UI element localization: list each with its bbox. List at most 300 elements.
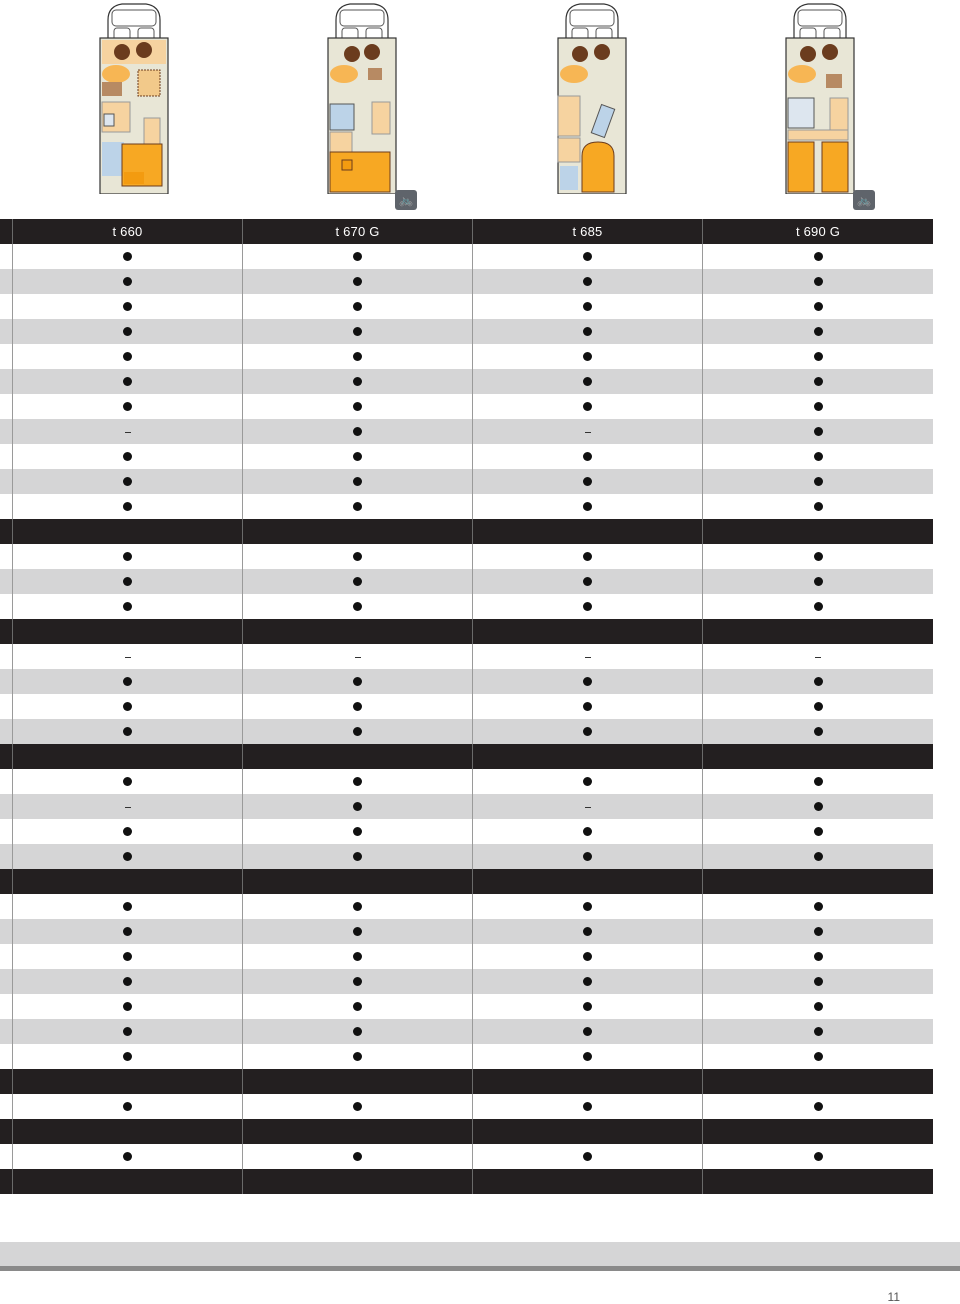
value-cell — [13, 794, 243, 819]
row-label-cell — [0, 319, 13, 344]
not-available-dash-icon — [355, 657, 361, 658]
section-cell — [703, 519, 933, 544]
included-dot-icon — [814, 902, 823, 911]
included-dot-icon — [353, 702, 362, 711]
footer-band — [0, 1242, 960, 1266]
not-available-dash-icon — [585, 432, 591, 433]
section-cell — [473, 619, 703, 644]
value-cell — [703, 919, 933, 944]
row-label-cell — [0, 419, 13, 444]
row-label-cell — [0, 1094, 13, 1119]
included-dot-icon — [583, 602, 592, 611]
row-label-cell — [0, 594, 13, 619]
section-cell — [13, 1069, 243, 1094]
not-available-dash-icon — [585, 807, 591, 808]
included-dot-icon — [583, 1152, 592, 1161]
included-dot-icon — [814, 977, 823, 986]
value-cell — [13, 594, 243, 619]
included-dot-icon — [814, 302, 823, 311]
included-dot-icon — [353, 827, 362, 836]
value-cell — [473, 919, 703, 944]
value-cell — [243, 319, 473, 344]
included-dot-icon — [123, 927, 132, 936]
value-cell — [243, 344, 473, 369]
included-dot-icon — [353, 602, 362, 611]
row-label-cell — [0, 444, 13, 469]
section-cell — [703, 869, 933, 894]
value-cell — [243, 894, 473, 919]
included-dot-icon — [353, 952, 362, 961]
value-cell — [243, 569, 473, 594]
floorplan-t660 — [94, 2, 174, 194]
table-row — [0, 719, 933, 744]
included-dot-icon — [123, 477, 132, 486]
row-label-cell — [0, 844, 13, 869]
value-cell — [243, 594, 473, 619]
value-cell — [703, 1044, 933, 1069]
table-row — [0, 819, 933, 844]
value-cell — [243, 1144, 473, 1169]
included-dot-icon — [353, 327, 362, 336]
included-dot-icon — [353, 1152, 362, 1161]
value-cell — [243, 444, 473, 469]
row-label-cell — [0, 544, 13, 569]
value-cell — [473, 644, 703, 669]
section-cell — [243, 1119, 473, 1144]
value-cell — [703, 1144, 933, 1169]
section-cell — [473, 744, 703, 769]
value-cell — [243, 294, 473, 319]
value-cell — [13, 944, 243, 969]
value-cell — [473, 769, 703, 794]
table-row — [0, 894, 933, 919]
section-cell — [703, 619, 933, 644]
value-cell — [703, 719, 933, 744]
model-header-cell — [243, 219, 473, 244]
section-cell — [243, 619, 473, 644]
value-cell — [473, 794, 703, 819]
table-row — [0, 344, 933, 369]
table-row — [0, 919, 933, 944]
included-dot-icon — [583, 402, 592, 411]
included-dot-icon — [123, 327, 132, 336]
included-dot-icon — [123, 702, 132, 711]
value-cell — [13, 344, 243, 369]
section-cell — [13, 1169, 243, 1194]
included-dot-icon — [583, 477, 592, 486]
included-dot-icon — [814, 927, 823, 936]
included-dot-icon — [123, 577, 132, 586]
included-dot-icon — [814, 352, 823, 361]
not-available-dash-icon — [585, 657, 591, 658]
included-dot-icon — [583, 902, 592, 911]
included-dot-icon — [123, 277, 132, 286]
value-cell — [473, 244, 703, 269]
value-cell — [473, 1019, 703, 1044]
row-label-cell — [0, 919, 13, 944]
included-dot-icon — [814, 452, 823, 461]
included-dot-icon — [353, 927, 362, 936]
table-row — [0, 969, 933, 994]
value-cell — [243, 919, 473, 944]
row-label-cell — [0, 1044, 13, 1069]
value-cell — [13, 294, 243, 319]
included-dot-icon — [123, 377, 132, 386]
included-dot-icon — [814, 802, 823, 811]
value-cell — [703, 994, 933, 1019]
included-dot-icon — [814, 702, 823, 711]
value-cell — [473, 694, 703, 719]
value-cell — [13, 669, 243, 694]
section-cell — [473, 519, 703, 544]
not-available-dash-icon — [125, 657, 131, 658]
value-cell — [703, 819, 933, 844]
included-dot-icon — [123, 977, 132, 986]
included-dot-icon — [123, 352, 132, 361]
value-cell — [243, 794, 473, 819]
value-cell — [243, 1019, 473, 1044]
section-cell — [13, 519, 243, 544]
section-cell — [473, 1169, 703, 1194]
included-dot-icon — [353, 502, 362, 511]
included-dot-icon — [814, 727, 823, 736]
included-dot-icon — [583, 452, 592, 461]
included-dot-icon — [583, 777, 592, 786]
included-dot-icon — [353, 252, 362, 261]
included-dot-icon — [814, 852, 823, 861]
included-dot-icon — [123, 402, 132, 411]
value-cell — [13, 1094, 243, 1119]
value-cell — [243, 544, 473, 569]
table-row — [0, 494, 933, 519]
row-label-cell — [0, 394, 13, 419]
table-row — [0, 369, 933, 394]
value-cell — [13, 694, 243, 719]
value-cell — [473, 1044, 703, 1069]
section-divider-row — [0, 869, 933, 894]
value-cell — [473, 444, 703, 469]
value-cell — [243, 769, 473, 794]
footer-rule — [0, 1266, 960, 1271]
bicycle-icon: 🚲 — [395, 190, 417, 210]
included-dot-icon — [814, 377, 823, 386]
included-dot-icon — [583, 502, 592, 511]
table-header-row — [0, 219, 933, 244]
included-dot-icon — [814, 952, 823, 961]
value-cell — [13, 1044, 243, 1069]
included-dot-icon — [814, 427, 823, 436]
value-cell — [703, 644, 933, 669]
included-dot-icon — [353, 477, 362, 486]
included-dot-icon — [353, 302, 362, 311]
included-dot-icon — [353, 1102, 362, 1111]
included-dot-icon — [814, 502, 823, 511]
value-cell — [473, 394, 703, 419]
value-cell — [13, 544, 243, 569]
value-cell — [703, 1019, 933, 1044]
row-label-cell — [0, 744, 13, 769]
included-dot-icon — [353, 577, 362, 586]
value-cell — [13, 369, 243, 394]
row-label-cell — [0, 994, 13, 1019]
included-dot-icon — [814, 552, 823, 561]
value-cell — [703, 544, 933, 569]
table-row — [0, 444, 933, 469]
included-dot-icon — [123, 552, 132, 561]
value-cell — [473, 344, 703, 369]
included-dot-icon — [353, 377, 362, 386]
included-dot-icon — [123, 827, 132, 836]
value-cell — [703, 794, 933, 819]
value-cell — [13, 819, 243, 844]
value-cell — [13, 994, 243, 1019]
value-cell — [243, 669, 473, 694]
row-label-cell — [0, 294, 13, 319]
model-name: t 685 — [572, 224, 603, 239]
table-row — [0, 544, 933, 569]
value-cell — [243, 494, 473, 519]
value-cell — [243, 269, 473, 294]
table-row — [0, 569, 933, 594]
value-cell — [243, 1094, 473, 1119]
included-dot-icon — [814, 402, 823, 411]
value-cell — [473, 369, 703, 394]
included-dot-icon — [814, 327, 823, 336]
value-cell — [703, 294, 933, 319]
value-cell — [703, 494, 933, 519]
table-row — [0, 594, 933, 619]
included-dot-icon — [583, 927, 592, 936]
value-cell — [473, 894, 703, 919]
row-label-cell — [0, 619, 13, 644]
value-cell — [473, 269, 703, 294]
floorplan-t690g — [780, 2, 860, 194]
included-dot-icon — [583, 827, 592, 836]
included-dot-icon — [123, 252, 132, 261]
value-cell — [243, 1044, 473, 1069]
included-dot-icon — [583, 302, 592, 311]
row-label-cell — [0, 519, 13, 544]
included-dot-icon — [583, 327, 592, 336]
section-cell — [243, 744, 473, 769]
value-cell — [703, 944, 933, 969]
value-cell — [473, 569, 703, 594]
section-cell — [473, 1069, 703, 1094]
value-cell — [473, 319, 703, 344]
value-cell — [473, 819, 703, 844]
section-cell — [703, 1169, 933, 1194]
included-dot-icon — [123, 777, 132, 786]
model-comparison-table — [0, 219, 933, 1194]
value-cell — [703, 419, 933, 444]
section-cell — [13, 619, 243, 644]
value-cell — [243, 969, 473, 994]
row-label-cell — [0, 794, 13, 819]
value-cell — [13, 444, 243, 469]
section-divider-row — [0, 744, 933, 769]
section-divider-row — [0, 519, 933, 544]
section-cell — [243, 519, 473, 544]
value-cell — [13, 419, 243, 444]
table-row — [0, 419, 933, 444]
included-dot-icon — [353, 427, 362, 436]
value-cell — [243, 419, 473, 444]
section-cell — [703, 1069, 933, 1094]
included-dot-icon — [814, 577, 823, 586]
included-dot-icon — [583, 1027, 592, 1036]
table-row — [0, 1019, 933, 1044]
row-label-cell — [0, 1169, 13, 1194]
value-cell — [243, 469, 473, 494]
table-row — [0, 1144, 933, 1169]
section-cell — [703, 1119, 933, 1144]
value-cell — [13, 844, 243, 869]
page-number: 11 — [887, 1290, 900, 1304]
table-row — [0, 669, 933, 694]
value-cell — [13, 1019, 243, 1044]
not-available-dash-icon — [125, 807, 131, 808]
table-row — [0, 294, 933, 319]
value-cell — [703, 594, 933, 619]
table-row — [0, 694, 933, 719]
value-cell — [703, 569, 933, 594]
not-available-dash-icon — [125, 432, 131, 433]
table-row — [0, 644, 933, 669]
included-dot-icon — [123, 602, 132, 611]
value-cell — [703, 319, 933, 344]
value-cell — [473, 469, 703, 494]
included-dot-icon — [123, 677, 132, 686]
model-header-cell — [703, 219, 933, 244]
row-label-cell — [0, 644, 13, 669]
value-cell — [703, 444, 933, 469]
value-cell — [473, 719, 703, 744]
value-cell — [473, 994, 703, 1019]
section-divider-row — [0, 619, 933, 644]
section-cell — [13, 744, 243, 769]
model-header-cell — [13, 219, 243, 244]
included-dot-icon — [583, 977, 592, 986]
floorplan-strip — [0, 0, 960, 215]
value-cell — [13, 969, 243, 994]
included-dot-icon — [353, 1002, 362, 1011]
value-cell — [243, 244, 473, 269]
included-dot-icon — [583, 552, 592, 561]
included-dot-icon — [353, 1027, 362, 1036]
not-available-dash-icon — [815, 657, 821, 658]
section-divider-row — [0, 1069, 933, 1094]
bicycle-icon: 🚲 — [853, 190, 875, 210]
value-cell — [473, 1144, 703, 1169]
included-dot-icon — [814, 277, 823, 286]
included-dot-icon — [583, 1002, 592, 1011]
value-cell — [473, 419, 703, 444]
table-row — [0, 794, 933, 819]
included-dot-icon — [583, 577, 592, 586]
included-dot-icon — [353, 852, 362, 861]
value-cell — [703, 1094, 933, 1119]
row-label-cell — [0, 244, 13, 269]
included-dot-icon — [583, 352, 592, 361]
value-cell — [13, 769, 243, 794]
table-row — [0, 469, 933, 494]
included-dot-icon — [583, 702, 592, 711]
included-dot-icon — [814, 1027, 823, 1036]
included-dot-icon — [353, 902, 362, 911]
included-dot-icon — [123, 902, 132, 911]
value-cell — [13, 494, 243, 519]
value-cell — [473, 844, 703, 869]
included-dot-icon — [583, 252, 592, 261]
included-dot-icon — [123, 502, 132, 511]
floorplan-t670g — [322, 2, 402, 194]
value-cell — [13, 319, 243, 344]
section-divider-row — [0, 1119, 933, 1144]
row-label-cell — [0, 819, 13, 844]
model-name: t 670 G — [335, 224, 380, 239]
value-cell — [703, 969, 933, 994]
included-dot-icon — [123, 302, 132, 311]
row-label-cell — [0, 769, 13, 794]
row-label-cell — [0, 1119, 13, 1144]
value-cell — [703, 769, 933, 794]
value-cell — [243, 394, 473, 419]
included-dot-icon — [353, 777, 362, 786]
value-cell — [13, 469, 243, 494]
floorplan-t685 — [552, 2, 632, 194]
value-cell — [703, 844, 933, 869]
value-cell — [243, 719, 473, 744]
included-dot-icon — [583, 727, 592, 736]
table-row — [0, 394, 933, 419]
value-cell — [473, 294, 703, 319]
included-dot-icon — [814, 252, 823, 261]
included-dot-icon — [123, 452, 132, 461]
row-label-cell — [0, 1019, 13, 1044]
value-cell — [13, 894, 243, 919]
value-cell — [473, 1094, 703, 1119]
section-divider-row — [0, 1169, 933, 1194]
included-dot-icon — [814, 477, 823, 486]
table-row — [0, 994, 933, 1019]
row-label-cell — [0, 469, 13, 494]
section-cell — [703, 744, 933, 769]
row-label-cell — [0, 894, 13, 919]
section-cell — [243, 869, 473, 894]
row-label-cell — [0, 694, 13, 719]
value-cell — [13, 644, 243, 669]
included-dot-icon — [123, 727, 132, 736]
value-cell — [13, 244, 243, 269]
included-dot-icon — [814, 827, 823, 836]
table-row — [0, 1044, 933, 1069]
section-cell — [13, 1119, 243, 1144]
value-cell — [703, 694, 933, 719]
included-dot-icon — [814, 1052, 823, 1061]
row-label-cell — [0, 944, 13, 969]
included-dot-icon — [814, 1152, 823, 1161]
row-label-cell — [0, 569, 13, 594]
included-dot-icon — [353, 677, 362, 686]
included-dot-icon — [353, 727, 362, 736]
row-label-cell — [0, 369, 13, 394]
table-row — [0, 1094, 933, 1119]
included-dot-icon — [123, 1002, 132, 1011]
section-cell — [243, 1069, 473, 1094]
section-cell — [473, 869, 703, 894]
value-cell — [473, 969, 703, 994]
value-cell — [243, 644, 473, 669]
